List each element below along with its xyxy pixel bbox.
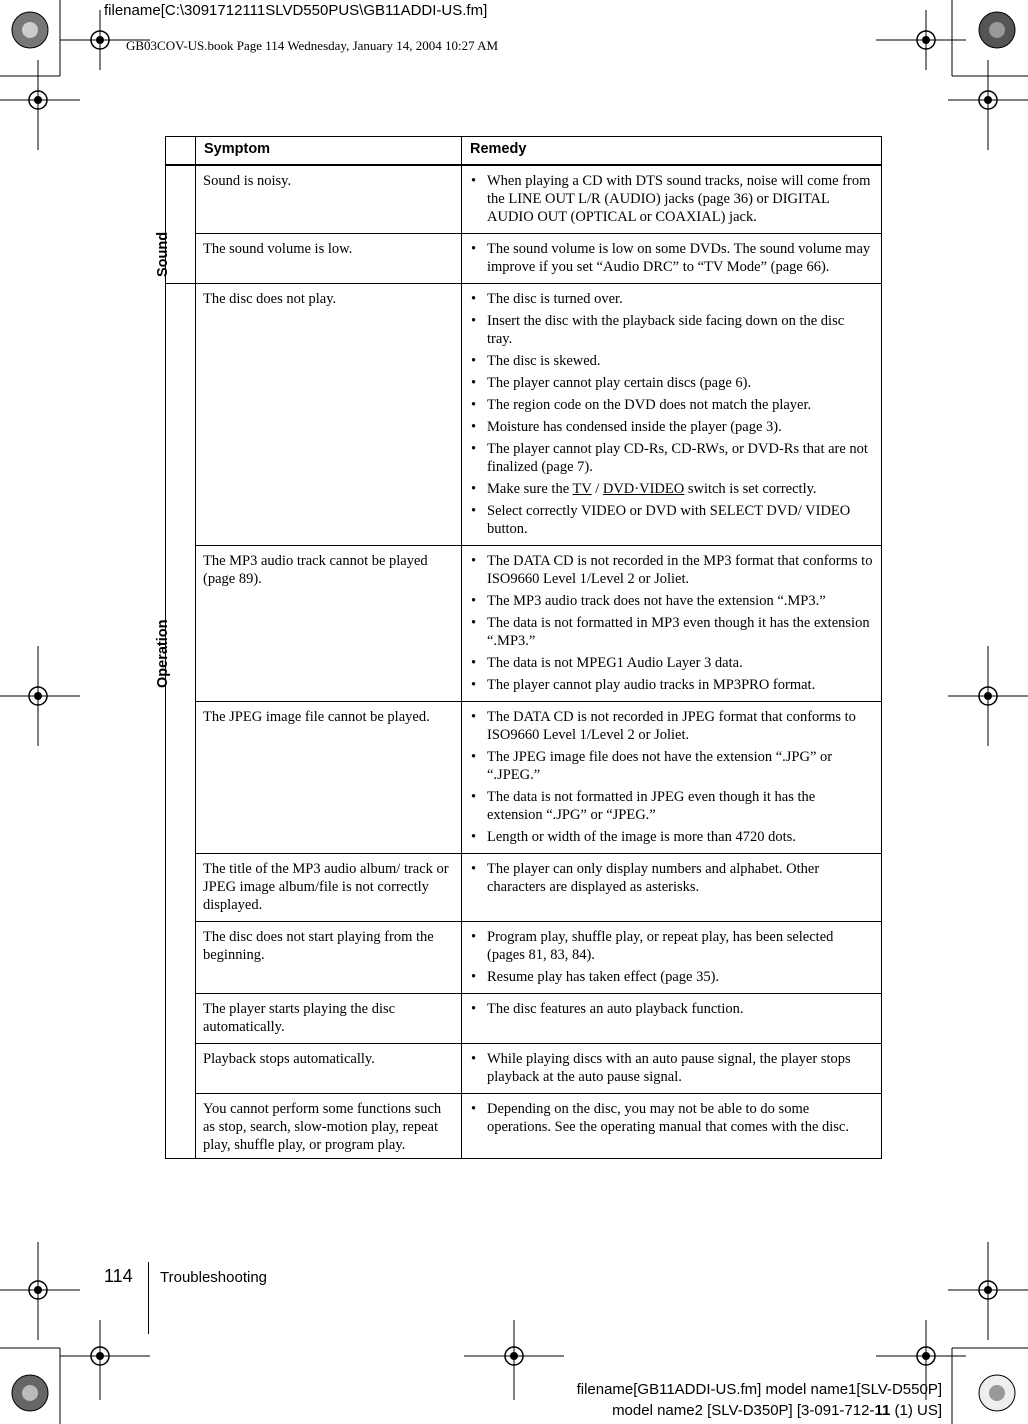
table-row (166, 1094, 882, 1159)
category-sound (155, 165, 196, 284)
section-name: Troubleshooting (160, 1269, 268, 1286)
footer-divider (148, 1262, 149, 1334)
list-item: • The sound volume is low on some DVDs. The sound volume may improve if you set “Audio DRC” to “TV Mode” (page 66). (471, 241, 871, 275)
category-operation-label: Operation (155, 619, 171, 688)
list-item: • Insert the disc with the playback side facing down on the disc tray. (471, 313, 845, 347)
category-operation (155, 284, 196, 1159)
list-item: • The region code on the DVD does not match the player. (471, 397, 812, 413)
list-item: • The disc is skewed. (471, 353, 601, 369)
troubleshooting-table (155, 136, 882, 1159)
footer-model-line2: model name2 [SLV-D350P] [3-091-712-11 (1) US] (612, 1402, 942, 1419)
table-row (166, 994, 882, 1044)
remedy-cell (462, 1044, 882, 1094)
list-item: • Program play, shuffle play, or repeat play, has been selected (pages 81, 83, 84). (471, 929, 834, 963)
list-item: • Resume play has taken effect (page 35). (471, 969, 720, 985)
remedy-cell (462, 922, 882, 994)
list-item: • Select correctly VIDEO or DVD with SELECT DVD/ VIDEO button. (471, 503, 851, 537)
remedy-cell (462, 1094, 882, 1159)
list-item: • The disc is turned over. (471, 291, 623, 307)
table-row (166, 546, 882, 702)
table-row (166, 854, 882, 922)
header-filename: filename[C:\3091712111SLVD550PUS\GB11ADDI-US.fm] (104, 2, 488, 19)
list-item: • Make sure the TV / DVD·VIDEO switch is set correctly. (471, 481, 817, 497)
symptom-header: Symptom (196, 137, 462, 166)
list-item: • The DATA CD is not recorded in the MP3 format that conforms to ISO9660 Level 1/Level 2 or Joliet. (471, 553, 873, 587)
table-row (166, 284, 882, 546)
list-item: • The data is not MPEG1 Audio Layer 3 data. (471, 655, 743, 671)
symptom-cell: Playback stops automatically. (196, 1044, 462, 1094)
list-item: • The player cannot play audio tracks in MP3PRO format. (471, 677, 816, 693)
table-row (166, 234, 882, 284)
list-item: • The DATA CD is not recorded in JPEG format that conforms to ISO9660 Level 1/Level 2 or Joliet. (471, 709, 856, 743)
list-item: • When playing a CD with DTS sound tracks, noise will come from the LINE OUT L/R (AUDIO) jacks (page 36) or DIGITAL AUDIO OUT (OPTICAL or COAXIAL) jack. (471, 173, 871, 225)
table-row (166, 702, 882, 854)
footer-model-line1: filename[GB11ADDI-US.fm] model name1[SLV-D550P] (576, 1381, 942, 1398)
list-item: • While playing discs with an auto pause signal, the player stops playback at the auto pause signal. (471, 1051, 851, 1085)
remedy-cell (462, 854, 882, 922)
table-row (166, 165, 882, 234)
symptom-cell: The sound volume is low. (196, 234, 462, 284)
category-header (166, 137, 196, 166)
list-item: • The player cannot play certain discs (page 6). (471, 375, 752, 391)
symptom-cell: The disc does not start playing from the beginning. (196, 922, 462, 994)
remedy-cell (462, 702, 882, 854)
symptom-cell: The MP3 audio track cannot be played (page 89). (196, 546, 462, 702)
symptom-cell: The player starts playing the disc automatically. (196, 994, 462, 1044)
category-sound-label: Sound (155, 231, 171, 277)
list-item: • The disc features an auto playback function. (471, 1001, 744, 1017)
symptom-cell: You cannot perform some functions such as stop, search, slow-motion play, repeat play, shuffle play, or program play. (196, 1094, 462, 1159)
list-item: • The data is not formatted in JPEG even though it has the extension “.JPG” or “JPEG.” (471, 789, 816, 823)
remedy-cell (462, 994, 882, 1044)
remedy-cell (462, 284, 882, 546)
list-item: • The player cannot play CD-Rs, CD-RWs, or DVD-Rs that are not finalized (page 7). (471, 441, 868, 475)
remedy-cell (462, 546, 882, 702)
symptom-cell: The JPEG image file cannot be played. (196, 702, 462, 854)
symptom-cell: The disc does not play. (196, 284, 462, 546)
list-item: • Moisture has condensed inside the player (page 3). (471, 419, 782, 435)
table-row (166, 922, 882, 994)
list-item: • The player can only display numbers and alphabet. Other characters are displayed as asterisks. (471, 861, 820, 895)
symptom-cell: Sound is noisy. (196, 165, 462, 234)
list-item: • The MP3 audio track does not have the extension “.MP3.” (471, 593, 826, 609)
remedy-cell (462, 234, 882, 284)
list-item: • Depending on the disc, you may not be able to do some operations. See the operating manual that comes with the disc. (471, 1101, 849, 1135)
book-info: GB03COV-US.book Page 114 Wednesday, January 14, 2004 10:27 AM (126, 38, 499, 53)
table-header-row (166, 137, 882, 166)
table-row (166, 1044, 882, 1094)
page-number: 114 (104, 1266, 133, 1286)
list-item: • The data is not formatted in MP3 even though it has the extension “.MP3.” (471, 615, 870, 649)
list-item: • The JPEG image file does not have the extension “.JPG” or “.JPEG.” (471, 749, 833, 783)
remedy-header: Remedy (462, 137, 882, 166)
symptom-cell: The title of the MP3 audio album/ track or JPEG image album/file is not correctly displayed. (196, 854, 462, 922)
remedy-cell (462, 165, 882, 234)
list-item: • Length or width of the image is more than 4720 dots. (471, 829, 796, 845)
